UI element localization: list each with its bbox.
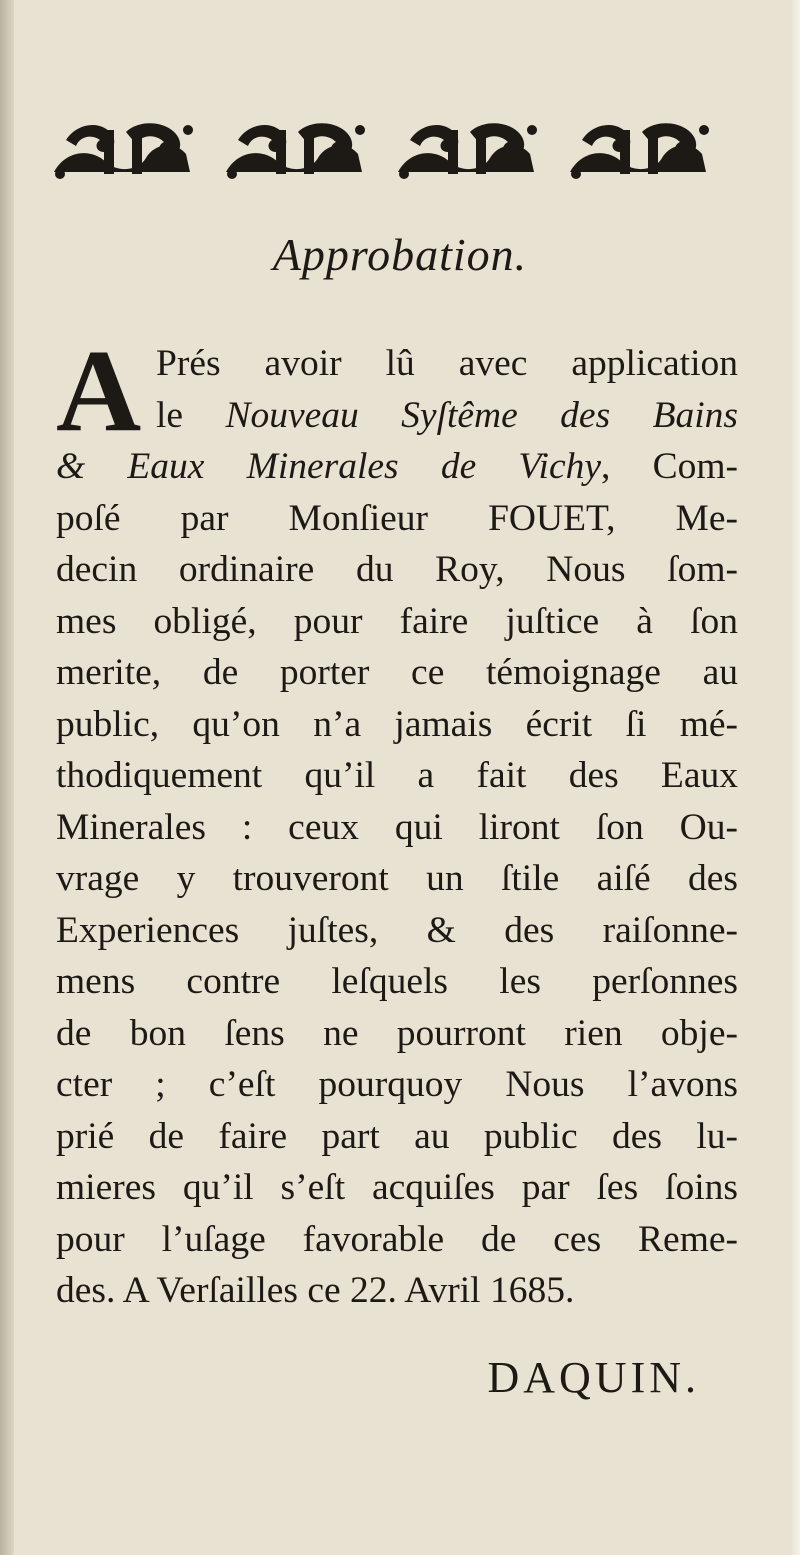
- ornament-unit: [226, 123, 365, 179]
- drop-cap: A: [56, 325, 142, 456]
- text-segment: mes obligé, pour faire juſtice à ſon: [56, 600, 738, 642]
- approbation-text: [56, 325, 738, 1317]
- text-segment: pour l’uſage favorable de ces Reme-: [56, 1218, 738, 1260]
- text-line: [56, 1214, 738, 1266]
- text-line: [56, 596, 738, 648]
- text-line: [56, 905, 738, 957]
- text-segment: Experiences juſtes, & des raiſonne-: [56, 909, 738, 951]
- text-line: [56, 750, 738, 802]
- text-line: [56, 699, 738, 751]
- text-segment: merite, de porter ce témoignage au: [56, 652, 738, 693]
- text-segment: decin ordinaire du Roy, Nous ſom-: [56, 549, 738, 590]
- text-segment: thodiquement qu’il a fait des Eaux: [56, 755, 738, 796]
- text-line: [56, 1162, 738, 1214]
- ornament-unit: [570, 123, 709, 179]
- text-segment: prié de faire part au public des lu-: [56, 1115, 738, 1157]
- text-line: [56, 1111, 738, 1163]
- text-segment: des. A Verſailles ce 22. Avril 1685.: [56, 1270, 575, 1311]
- text-line: [56, 390, 738, 442]
- text-line: [56, 1008, 738, 1060]
- text-segment: le: [156, 394, 226, 436]
- text-segment: poſé par Monſieur FOUET, Me-: [56, 497, 738, 539]
- text-segment: de bon ſens ne pourront rien obje-: [56, 1012, 738, 1054]
- text-segment: mieres qu’il s’eſt acquiſes par ſes ſoins: [56, 1167, 738, 1208]
- italic-text: & Eaux Minerales de Vichy: [56, 446, 602, 487]
- text-line: [56, 493, 738, 545]
- text-line: [56, 802, 738, 854]
- text-segment: cter ; c’eſt pourquoy Nous l’avons: [56, 1064, 738, 1105]
- text-segment: Minerales : ceux qui liront ſon Ou-: [56, 806, 738, 848]
- text-line: [56, 853, 738, 905]
- text-line: [56, 338, 738, 390]
- page-title: Approbation.: [272, 229, 528, 280]
- text-line: [56, 441, 738, 493]
- text-line: [56, 544, 738, 596]
- text-line: [56, 956, 738, 1008]
- text-segment: vrage y trouveront un ſtile aiſé des: [56, 858, 738, 899]
- text-segment: mens contre leſquels les perſonnes: [56, 961, 738, 1002]
- text-line: [56, 1059, 738, 1111]
- text-segment: , Com-: [601, 446, 738, 487]
- floral-ornament-band: [46, 110, 731, 190]
- text-segment: Prés avoir lû avec application: [156, 343, 738, 384]
- italic-text: Nouveau Syſtême des Bains: [225, 394, 738, 436]
- signature: DAQUIN.: [487, 1353, 700, 1402]
- text-segment: public, qu’on n’a jamais écrit ſi mé-: [56, 703, 738, 745]
- text-line: [56, 1265, 738, 1317]
- ornament-unit: [398, 123, 537, 179]
- text-line: [56, 647, 738, 699]
- ornament-unit: [54, 123, 193, 179]
